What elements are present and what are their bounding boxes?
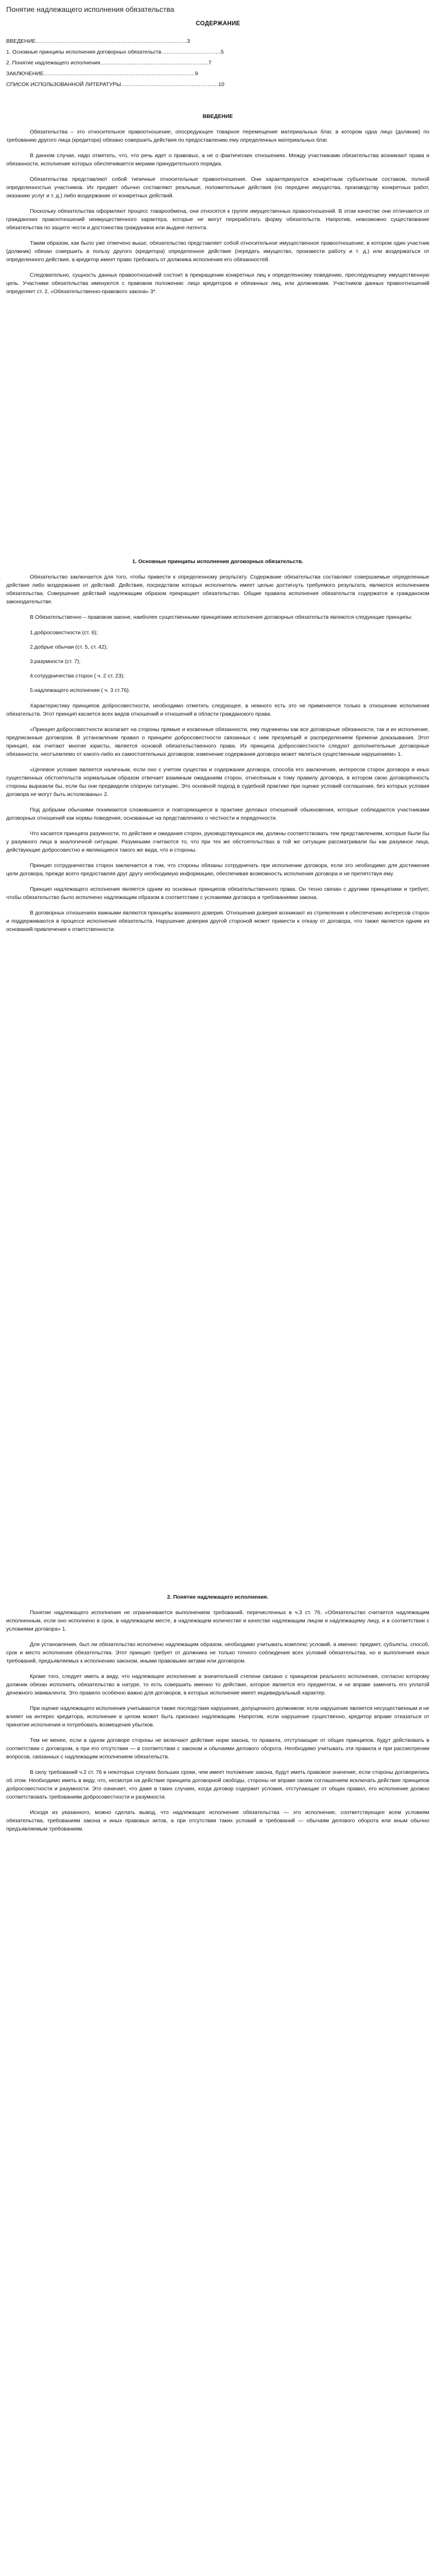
paragraph: Следовательно, сущность данных правоотношений состоит в прекращении конкретных лиц к определенному поведению, преследующему имущественную цель. Участники обязательства именуются с правовом положении: лицо кредиторов и обязанных лиц, или должниками. Участников данных правоотношений определяет ст. 2, «Обязательственно-правового закона» 3*. [6,272,429,295]
section-introduction [6,112,429,303]
section-principles [6,557,429,941]
paragraph: Тем не менее, если в одном договоре стороны не включают действие норм закона, то правила, отступающие от общих принципов, будут действовать в соответствии с договором, а при его отсутствии — в соответствии с законом и обычаями делового оборота. Необходимо учитывать эти правила и при рассмотрении вопросов, связанных с надлежащим исполнением обязательств. [6,1737,429,1760]
document-title: Понятие надлежащего исполнения обязательства [6,5,175,13]
list-item: 5.надлежащего исполнения ( ч. 3 ст.76). [30,687,130,693]
paragraph: Исходя из указанного, можно сделать вывод, что надлежащее исполнение обязательства — это исполнение, соответствующее всем условиям обязательства, требованиям закона и иных правовых актов, а при отсутствии таких условий и требований — обычаям делового оборота или иным обычно предъявляемым требованиям. [6,1809,429,1832]
list-item: 3.разумности (ст. 7); [30,658,81,665]
paragraph: В данном случае, надо отметить, что, что речь идет о правовых, а не о фактических отношениях. Между участниками обязательства возникают права и обязанности, исполнение которых обеспечивается мерами принудительного порядка. [6,152,429,167]
toc-item[interactable]: СПИСОК ИСПОЛЬЗОВАННОЙ ЛИТЕРАТУРЫ………………………………………………10 [6,81,224,88]
paragraph: Обязательства – это относительное правоотношение, опосредующее товарное перемещение материальных благ, в котором одна лицо (должник) по требованию другого лица (кредитора) обязано совершить действия по предоставлению ему определенных материальных благ. [6,129,429,143]
paragraph: Под добрыми обычаями понимаются сложившиеся и повторяющиеся в практике деловых отношений обыкновения, которые соблюдаются участниками договорных отношений как нормы поведения, основанные на представлениях о честности и порядочности. [6,807,429,821]
section-heading: 2. Понятие надлежащего исполнения. [167,1594,269,1600]
toc-item[interactable]: ЗАКЛЮЧЕНИЕ…………………………………………………………………………9 [6,71,198,77]
list-item: 4.сотрудничества сторон ( ч. 2 ст. 23); [30,673,125,679]
paragraph: В Обязательственно – правовом законе, наиболее существенными принципами исполнения договорных обязательств являются следующие принципы: [30,614,413,620]
paragraph: Кроме того, следует иметь в виду, что надлежащее исполнение в значительной степени связано с принципом реального исполнения, согласно которому должник обязан исполнить обязательство в натуре, то есть совершить именно то действие, которое является его предметом, и не вправе заменять его уплатой денежного эквивалента. Это правило особенно важно для договоров, в которых исполнение имеет индивидуальный характер. [6,1673,429,1696]
list-item: 2.добрые обычаи (ст. 5, ст. 42); [30,644,108,650]
section-heading: ВВЕДЕНИЕ [202,113,233,120]
paragraph: Понятие надлежащего исполнения не ограничивается выполнением требований, перечисленных в ч.3 ст. 76. «Обязательство считается надлежащим исполненным, если оно исполнено в срок, в надлежащем месте, в надлежащем количестве и качестве надлежащим лицом и надлежащему лицу, и в соответствии с условиями договора» 1. [6,1609,429,1632]
table-of-contents [6,36,428,90]
section-proper-performance [6,1593,429,1840]
paragraph: Таким образом, как было уже отмечено выше, обязательство представляет собой относительное имущественное правоотношение, в котором один участник (должник) обязан совершить в пользу другого (кредитора) определенное действие (передать имущество, произвести работу и т. д.) или воздержаться от определенного действия, а кредитор имеет право требовать от должника исполнения его обязанностей. [6,240,429,263]
list-item: 1.добросовестности (ст. 6); [30,630,98,636]
paragraph: Обязательство заключается для того, чтобы привести к определенному результату. Содержание обязательства составляют совершаемые определенные действия либо воздержание от действий. Действия, посредством которых исполнитель имеет целью достигнуть требуемого результата, являются исполнением обязательства. Совершение действий надлежащим образом прекращает обязательство. Общие правила исполнения обязательств содержатся в гражданском законодательстве. [6,574,429,605]
paragraph: В силу требований ч.2 ст. 76 в некоторых случаях больших сроки, чем имеет положение закона, будут иметь правовое значение, если стороны договорились об этом. Необходимо иметь в виду, что, несмотря на действие принципа договорной свободы, стороны не вправе своим соглашением исключать действие принципов добросовестности и разумности. Это означает, что даже в таких случаях, когда договор содержит условия, отступающие от общих правил, его исполнение должно соответствовать требованиям добросовестности и разумности. [6,1769,429,1800]
paragraph: Обязательства представляют собой типичные относительные правоотношения. Они характеризуются конкретным субъектным составом, полной определенностью участников. Их предмет обычно составляют реальные, положительные действия (по передаче имущества, производству конкретных работ, оказанию услуг и т. д.) либо воздержание от конкретных действий. [6,176,429,199]
paragraph: «Целевое условие является наличным, если оно с учетом существа и содержания договора, способа его заключения, интересов сторон договора и иных существенных обстоятельств нормальным образом отвечает взаимным ожиданиям сторон, отнесённым к тому правилу договора, в котором свою договорённость стороны выразили бы, если бы они предвидели спорную ситуацию. Это основной подход в судебной практике при оценке условий соглашения, без которых условия договора не могут быть истолкованы» 2. [6,767,429,798]
toc-item[interactable]: 1. Основные принципы исполнения договорных обязательств……………………………5 [6,49,224,55]
paragraph: «Принцип добросовестности возлагает на стороны прямые и косвенные обязанности, ему подчинены как все договорные обязанности, так и их исполнение, предписанные договором. В установлении правил о принципе добросовестности связанных с ним презумпций и распределением бремени доказывания. Этот принцип, как считают многие юристы, является основой обязательственного права. Из принципа добросовестности следуют дополнительные договорные обязанности, неотъемлемо от какого-либо из самостоятельных договоров; изменение содержания договора может являться существенным нарушением» 1. [6,726,429,757]
section-heading: 1. Основные принципы исполнения договорных обязательств. [132,558,304,565]
paragraph: Что касается принципа разумности, то действия и ожидания сторон, руководствующихся им, должны соответствовать тем представлениям, которые были бы у разумного лица в аналогичной ситуации. Разумными считаются то, что при тех же обстоятельствах в той же ситуации рассматривали бы как разумное лица, действующие добросовестно и являющиеся такого же вида, что и стороны. [6,831,429,853]
paragraph: Поскольку обязательства оформляют процесс товарообмена, они относятся к группе имущественных правоотношений. В этом качестве они отличаются от гражданских правоотношений неимущественного характера, которые не могут переработать форму обязательств. Напротив, невозможно существование обязательства по защите чести и достоинства гражданина или выдаче патента. [6,208,429,231]
paragraph: При оценке надлежащего исполнения учитываются также последствия нарушения, допущенного должником: если нарушение является несущественным и не влияет на интерес кредитора, исполнение в целом может быть признано надлежащим. Напротив, если нарушение существенно, кредитор вправе отказаться от принятия исполнения и потребовать возмещения убытков. [6,1705,429,1728]
toc-heading: СОДЕРЖАНИЕ [196,21,240,27]
paragraph: Для установления, был ли обязательство исполнено надлежащим образом, необходимо учитывать комплекс условий, а именно: предмет, субъекты, способ, срок и место исполнения обязательства. Этот принцип требует от должника не только точного соблюдения всех условий обязательства, но и выполнения иных требований, предъявляемых к исполнению законом, иными правовыми актами или договором. [6,1641,429,1664]
paragraph: Принцип надлежащего исполнения является одним из основных принципов обязательственного права. Он тесно связан с другими принципами и требует, чтобы обязательство было исполнено надлежащим образом в соответствии с условиями договора и требованиями закона. [6,886,429,901]
paragraph: В договорных отношениях важными являются принципы взаимного доверия. Отношения доверия возникают из стремления к обеспечению интересов сторон и поддерживаются в процессе исполнения обязательств. Нарушение доверия другой стороной может привести к отказу от договора, что также является одним из оснований привлечения к ответственности. [6,910,429,933]
principles-list [6,629,429,694]
paragraph: Принцип сотрудничества сторон заключается в том, что стороны обязаны сотрудничать при исполнении договора, если это необходимо для достижения цели договора, прежде всего предоставляя друг другу необходимую информацию, обеспечивая возможность исполнения договора и не препятствуя ему. [6,862,429,877]
toc-item[interactable]: ВВЕДЕНИЕ…………………………………………………………………………3 [6,38,190,44]
paragraph: Характеристику принципов добросовестности, необходимо отметить следующее, в немного есть это не применяется только в отношении исполнения обязательств. Этот принцип касается всех видов отношений и отношений в области гражданского права. [6,703,429,717]
toc-item[interactable]: 2. Понятие надлежащего исполнения……………………………………………………7 [6,60,212,66]
